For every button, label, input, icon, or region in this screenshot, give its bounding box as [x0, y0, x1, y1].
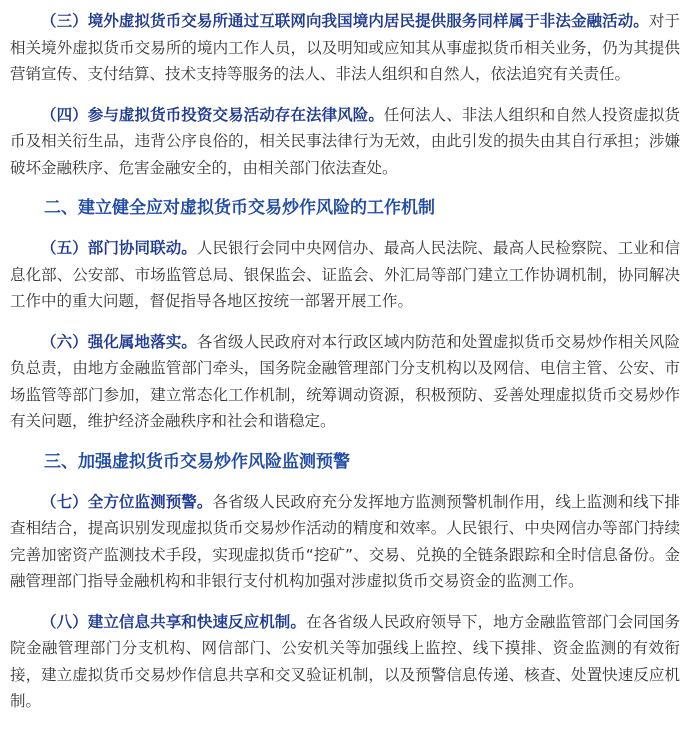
paragraph-body: 在各省级人民政府领导下，地方金融监管部门会同国务院金融管理部门分支机构、网信部门、公安机关等加强线上监控、线下摸排、资金监测的有效衔接，建立虚拟货币交易炒作信息共享和交叉验证机制，以及预警信息传递、核查、处置快速反应机制。 — [10, 612, 680, 710]
paragraph-item-7 — [10, 489, 680, 595]
paragraph-item-5 — [10, 235, 680, 315]
paragraph-body: 各省级人民政府对本行政区域内防范和处置虚拟货币交易炒作相关风险负总责，由地方金融监管部门牵头，国务院金融管理部门分支机构以及网信、电信主管、公安、市场监管等部门参加，建立常态化工作机制，统筹调动资源，积极预防、妥善处理虚拟货币交易炒作有关问题，维护经济金融秩序和社会和谐稳定。 — [10, 332, 680, 430]
paragraph-body: 任何法人、非法人组织和自然人投资虚拟货币及相关衍生品，违背公序良俗的，相关民事法律行为无效，由此引发的损失由其自行承担；涉嫌破坏金融秩序、危害金融安全的，由相关部门依法查处。 — [10, 105, 680, 177]
paragraph-lead: （四）参与虚拟货币投资交易活动存在法律风险。 — [41, 105, 384, 124]
paragraph-item-6 — [10, 329, 680, 435]
paragraph-item-8 — [10, 609, 680, 715]
paragraph-lead: （三）境外虚拟货币交易所通过互联网向我国境内居民提供服务同样属于非法金融活动。 — [41, 12, 649, 30]
paragraph-lead: （七）全方位监测预警。 — [41, 492, 213, 511]
paragraph-lead: （六）强化属地落实。 — [41, 332, 197, 351]
paragraph-lead: （八）建立信息共享和快速反应机制。 — [41, 612, 306, 631]
paragraph-body: 对于相关境外虚拟货币交易所的境内工作人员，以及明知或应知其从事虚拟货币相关业务，仍为其提供营销宣传、支付结算、技术支持等服务的法人、非法人组织和自然人，依法追究有关责任。 — [10, 12, 680, 83]
paragraph-body: 各省级人民政府充分发挥地方监测预警机制作用，线上监测和线下排查相结合，提高识别发现虚拟货币交易炒作活动的精度和效率。人民银行、中央网信办等部门持续完善加密资产监测技术手段，实现虚拟货币“挖矿”、交易、兑换的全链条跟踪和全时信息备份。金融管理部门指导金融机构和非银行支付机构加强对涉虚拟货币交易资金的监测工作。 — [10, 492, 680, 590]
paragraph-item-4 — [10, 102, 680, 182]
paragraph-item-3 — [10, 8, 680, 88]
paragraph-body: 人民银行会同中央网信办、最高人民法院、最高人民检察院、工业和信息化部、公安部、市场监管总局、银保监会、证监会、外汇局等部门建立工作协调机制，协同解决工作中的重大问题，督促指导各地区按统一部署开展工作。 — [10, 239, 680, 310]
paragraph-lead: （五）部门协同联动。 — [41, 239, 197, 257]
section-heading-2: 二、建立健全应对虚拟货币交易炒作风险的工作机制 — [44, 198, 435, 218]
section-heading-3: 三、加强虚拟货币交易炒作风险监测预警 — [44, 451, 350, 472]
